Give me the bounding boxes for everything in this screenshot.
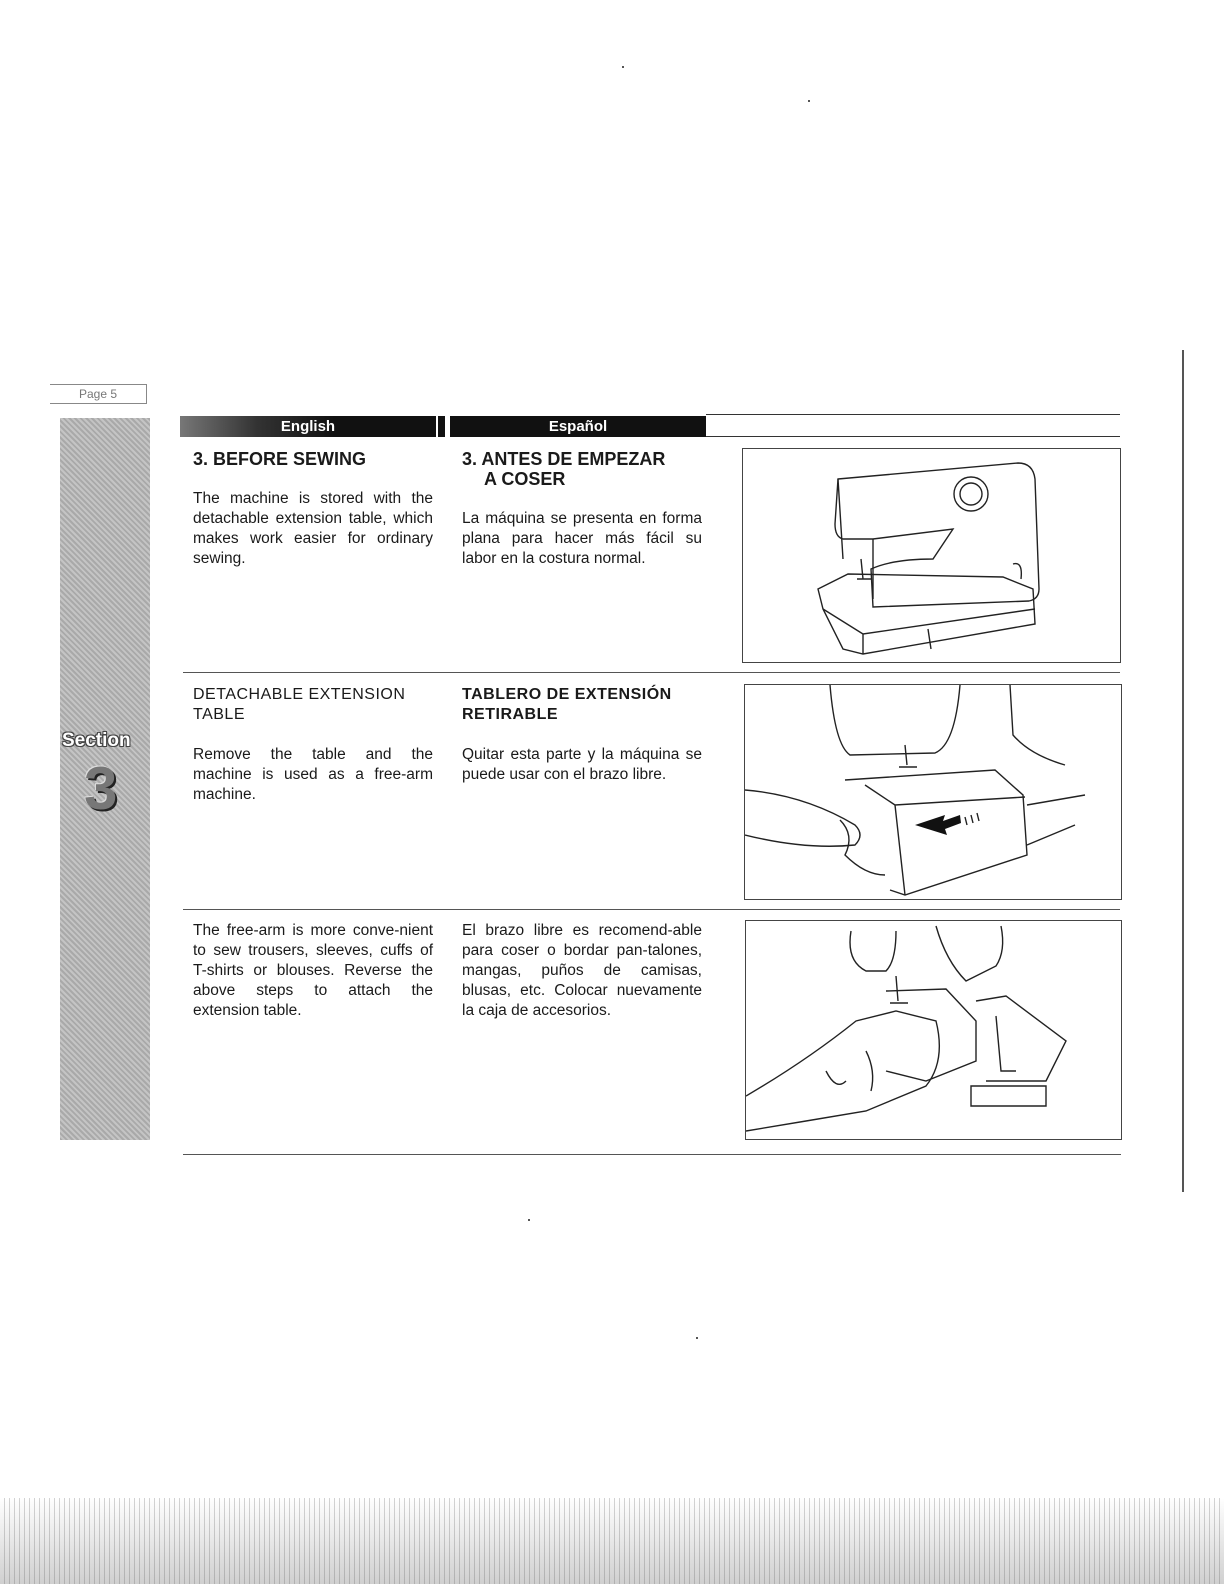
detachable-table-heading: DETACHABLE EXTENSION TABLE	[193, 686, 406, 723]
divider-bottom	[183, 1154, 1121, 1155]
antes-de-empezar-heading	[462, 449, 702, 489]
before-sewing-heading: 3. BEFORE SEWING	[193, 449, 367, 469]
figure-free-arm-sewing	[745, 920, 1122, 1140]
figure-remove-extension-table	[744, 684, 1122, 900]
section-number: 3	[84, 755, 118, 822]
tablero-extension-spanish	[462, 685, 702, 785]
divider-1	[183, 672, 1120, 673]
brazo-libre-spanish	[462, 921, 702, 1021]
scan-speck	[696, 1337, 698, 1339]
scan-noise-strip	[0, 1498, 1224, 1584]
detachable-table-english	[193, 685, 433, 805]
brazo-libre-text: El brazo libre es recomend-able para coser o bordar pan-talones, mangas, puños de camisas, blusas, etc. Colocar nuevamente la caja de accesorios.	[462, 922, 702, 1019]
section-sidebar	[60, 418, 150, 1140]
tablero-extension-heading: TABLERO DE EXTENSIÓN RETIRABLE	[462, 686, 672, 723]
header-rule-top	[706, 414, 1120, 415]
header-rule-bottom	[706, 436, 1120, 437]
before-sewing-text: The machine is stored with the detachable extension table, which makes work easier for ordinary sewing.	[193, 490, 433, 567]
antes-de-empezar-heading-line1: 3. ANTES DE EMPEZAR	[462, 449, 666, 469]
section-label: Section	[62, 730, 131, 751]
antes-de-empezar-heading-line2: A COSER	[484, 469, 566, 489]
before-sewing-english	[193, 449, 433, 569]
scan-speck	[808, 100, 810, 102]
page-label: Page 5	[50, 384, 147, 404]
language-separator	[438, 416, 445, 437]
antes-de-empezar-text: La máquina se presenta en forma plana para hacer más fácil su labor en la costura normal.	[462, 510, 702, 567]
scan-margin-line	[1182, 350, 1184, 1192]
language-header-english: English	[180, 416, 436, 437]
detachable-table-text: Remove the table and the machine is used as a free-arm machine.	[193, 746, 433, 803]
divider-2	[183, 909, 1120, 910]
free-arm-english	[193, 921, 433, 1021]
language-header-spanish: Español	[450, 416, 706, 437]
before-sewing-spanish	[462, 449, 702, 569]
scan-speck	[622, 66, 624, 68]
figure-sewing-machine	[742, 448, 1121, 663]
tablero-extension-text: Quitar esta parte y la máquina se puede usar con el brazo libre.	[462, 746, 702, 783]
scan-speck	[528, 1219, 530, 1221]
free-arm-text: The free-arm is more conve-nient to sew trousers, sleeves, cuffs of T-shirts or blouses. Reverse the above steps to attach the extension table.	[193, 922, 433, 1019]
